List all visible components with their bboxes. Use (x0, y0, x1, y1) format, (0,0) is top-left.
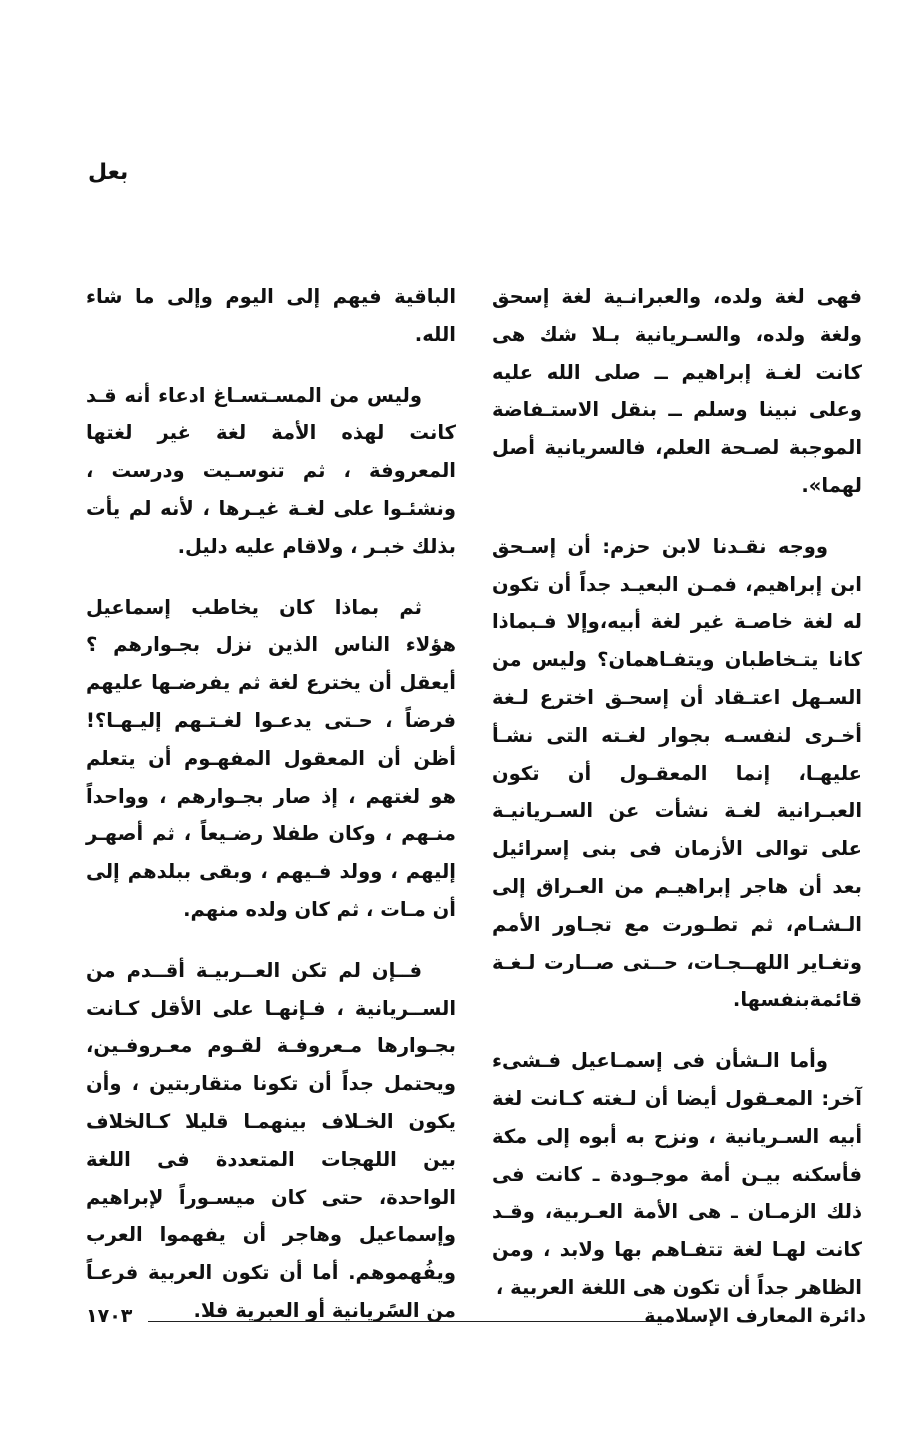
right-column (492, 278, 862, 1330)
page-number: ١٧٠٣ (86, 1305, 133, 1327)
paragraph: فهى لغة ولده، والعبرانـية لغة إسحق ولغة ولده، والسـريانية بـلا شك هى كانت لغـة إبراهيم ــ صلى الله عليه وعلى نبينا وسلم ــ بنقل الاستـفاضة الموجبة لصـحة العلم، فالسريانية أصل لهما». (492, 285, 862, 497)
paragraph: وليس من المسـتسـاغ ادعاء أنه قـد كانت لهذه الأمة لغة غير لغتها المعروفة ، ثم تنوسـيت ودرست ، ونشئـوا على لغـة غيـرها ، لأنه لم يأت بذلك خبـر ، ولاقام عليه دليل. (86, 383, 456, 558)
paragraph: فــإن لم تكن العــربيـة أقــدم من الســريانية ، فـإنهـا على الأقل كـانت بجـوارها مـعروفـة لقـوم معـروفـين، ويحتمل جداً أن تكونا متقاربتين ، وأن يكون الخـلاف بينهمـا قليلا كـالخلاف بين اللهجات المتعددة فى اللغة الواحدة، حتى كان ميسـوراً لإبراهيم وإسماعيل وهاجر أن يفهموا العرب ويفُهموهم. أما أن تكون العربية فرعـاً من السًريانية أو العبرية فلا. (86, 958, 456, 1322)
running-head: بعل (88, 160, 129, 185)
publication-title: دائرة المعارف الإسلامية (644, 1305, 866, 1327)
page-footer (86, 1305, 866, 1335)
paragraph: وأما الـشأن فى إسمـاعيل فـشىء آخر: المعـقول أيضا أن لـغته كـانت لغة أبيه السـريانية ، ونزح به أبوه إلى مكة فأسكنه بيـن أمة موجـودة ـ كانت فى ذلك الزمـان ـ هى الأمة العـربية، وقـد كانت لهـا لغة تتفـاهم بها ولابد ، ومن الظاهر جداً أن تكون هى اللغة العربية ، (492, 1049, 862, 1299)
paragraph: ووجه نقـدنا لابن حزم: أن إسـحق ابن إبراهيم، فمـن البعيـد جداً أن تكون له لغة خاصـة غير لغة أبيه،وإلا فـبماذا كانا يتـخاطبان ويتفـاهمان؟ وليس من السـهل اعتـقاد أن إسحـق اخترع لـغة أخـرى لنفسـه بجوار لغـته التى نشـأ عليهـا، إنما المعقـول أن تكون العبـرانية لغـة نشأت عن السـريانيـة على توالى الأزمان فى بنى إسرائيل بعد أن هاجر إبراهيـم من العـراق إلى الـشـام، ثم تطـورت مع تجـاور الأمم وتغـاير اللهــجـات، حــتى صــارت لـغـة قائمةبنفسها. (492, 534, 862, 1012)
left-column (86, 278, 456, 1353)
paragraph: الباقية فيهم إلى اليوم وإلى ما شاء الله. (86, 285, 456, 346)
paragraph: ثم بماذا كان يخاطب إسماعيل هؤلاء الناس الذين نزل بجـوارهم ؟ أيعقل أن يخترع لغة ثم يفرضـها عليهم فرضاً ، حـتى يدعـوا لغـتـهم إليـهـا؟! أظن أن المعقول المفهـوم أن يتعلم هو لغتهم ، إذ صار بجـوارهم ، وواحداً منـهم ، وكان طفلا رضـيعاً ، ثم أصهـر إليهم ، وولد فـيهم ، وبقى ببلدهم إلى أن مـات ، ثم كان ولده منهم. (86, 595, 456, 921)
footer-rule (148, 1321, 668, 1322)
